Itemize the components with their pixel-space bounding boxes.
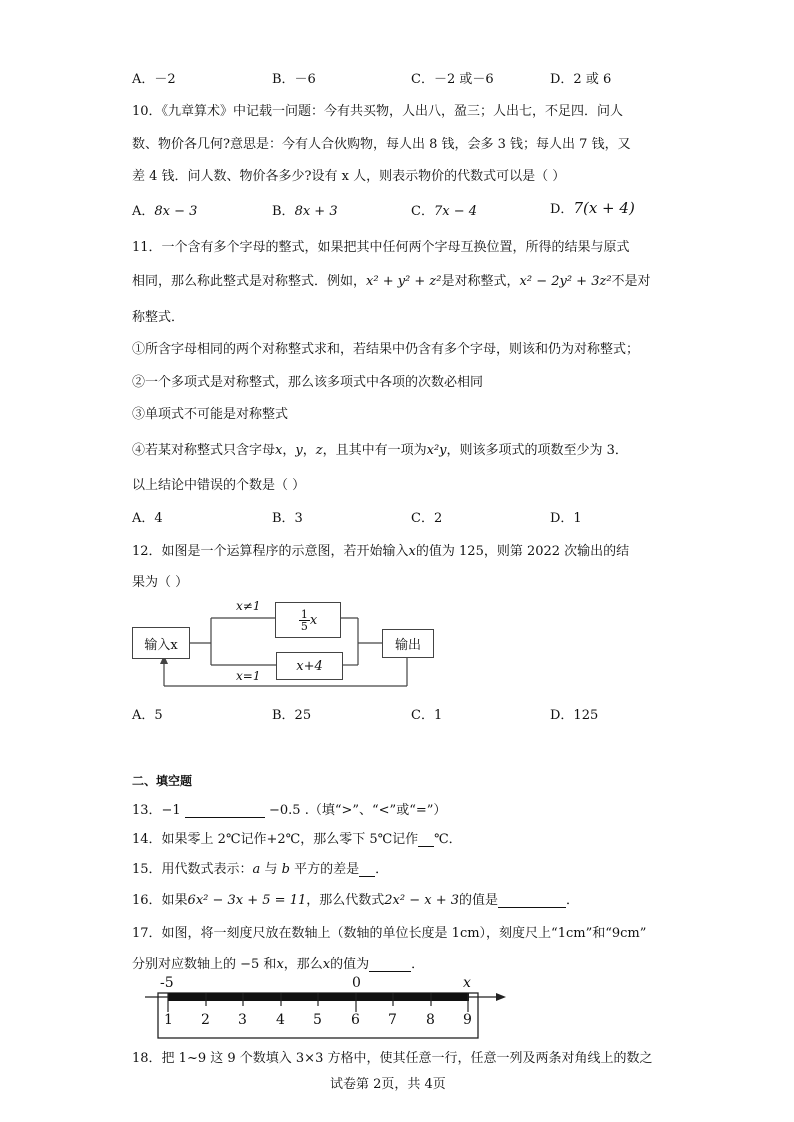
fraction-one-fifth: $\frac{1}{5}$ — [300, 607, 308, 633]
q15: 15．用代数式表示：a 与 b 平方的差是 ． — [132, 862, 389, 877]
q11-example-symmetric: x² + y² + z² — [366, 274, 442, 289]
ruler-tick-label: 9 — [463, 1012, 472, 1028]
q17-line-1: 17．如图，将一刻度尺放在数轴上（数轴的单位长度是 1cm），刻度尺上“1cm”和“9cm” — [132, 926, 647, 941]
q11-option-a: A．4 — [132, 511, 163, 526]
q12-option-a: A．5 — [132, 708, 163, 723]
ruler-tick-label: 4 — [276, 1012, 285, 1028]
axis-label-x: x — [463, 975, 471, 991]
q11-option-b: B．3 — [272, 511, 303, 526]
q17-line-2: 分别对应数轴上的 −5 和x，那么x的值为 ． — [132, 957, 425, 972]
ruler-tick-label: 7 — [388, 1012, 397, 1028]
q11-option-d: D．1 — [550, 511, 582, 526]
q12-line-1: 12．如图是一个运算程序的示意图，若开始输入x的值为 125，则第 2022 次输出的结 — [132, 544, 630, 559]
q9-option-d: D．2 或 6 — [550, 72, 612, 87]
flow-add-four-box: x+4 — [276, 652, 343, 680]
q11-statement-2: ②一个多项式是对称整式，那么该多项式中各项的次数必相同 — [132, 375, 484, 390]
q10-option-d: D．7(x + 4) — [550, 199, 635, 217]
ruler-tick-label: 8 — [426, 1012, 435, 1028]
q10-line-2: 数、物价各几何?意思是：今有人合伙购物，每人出 8 钱，会多 3 钱；每人出 7 钱，又 — [132, 137, 631, 152]
q13: 13．−1 −0.5 .（填“>”、“<”或“=”） — [132, 803, 447, 818]
ruler-tick-label: 5 — [313, 1012, 322, 1028]
q12-option-c: C．1 — [411, 708, 443, 723]
q11-statement-1: ①所含字母相同的两个对称整式求和，若结果中仍含有多个字母，则该和仍为对称整式； — [132, 342, 640, 357]
q16: 16．如果6x² − 3x + 5 = 11，那么代数式2x² − x + 3的值是 ． — [132, 893, 580, 908]
q11-line-2: 相同，那么称此整式是对称整式．例如，x² + y² + z²是对称整式，x² − 2y² + 3z²不是对 — [132, 274, 651, 289]
ruler-tick-label: 1 — [164, 1012, 173, 1028]
q10-option-b: B．8x + 3 — [272, 204, 338, 219]
q11-line-3: 称整式． — [132, 310, 185, 325]
flow-condition-top: x≠1 — [236, 599, 261, 613]
q11-option-c: C．2 — [411, 511, 443, 526]
q18-line-1: 18．把 1~9 这 9 个数填入 3×3 方格中，使其任意一行，任意一列及两条对角线上的数之 — [132, 1051, 653, 1066]
flow-output-box: 输出 — [382, 629, 434, 658]
q14: 14．如果零上 2℃记作+2℃，那么零下 5℃记作 ℃． — [132, 832, 462, 847]
q11-statement-4: ④若某对称整式只含字母x，y，z，且其中有一项为x²y，则该多项式的项数至少为 3． — [132, 443, 628, 458]
flow-condition-bottom: x=1 — [236, 669, 261, 683]
page-footer: 试卷第 2页，共 4页 — [330, 1077, 446, 1092]
q12-line-2: 果为（ ） — [132, 575, 189, 590]
q9-option-b: B．－6 — [272, 72, 316, 87]
q9-option-c: C．－2 或－6 — [411, 72, 494, 87]
flow-input-box: 输入x — [132, 627, 190, 659]
q11-question: 以上结论中错误的个数是（ ） — [132, 478, 306, 493]
q11-example-nonsymmetric: x² − 2y² + 3z² — [519, 274, 612, 289]
flow-fraction-box: $\frac{1}{5}$ x — [275, 602, 341, 638]
axis-label-minus-five: -5 — [160, 975, 174, 991]
section-title-fill-in: 二、填空题 — [132, 774, 193, 788]
ruler-tick-label: 6 — [351, 1012, 360, 1028]
q10-line-1: 10．《九章算术》中记载一问题：今有共买物，人出八，盈三；人出七，不足四．问人 — [132, 104, 624, 119]
axis-label-zero: 0 — [352, 975, 361, 991]
q12-option-d: D．125 — [550, 708, 599, 723]
q11-line-1: 11．一个含有多个字母的整式，如果把其中任何两个字母互换位置，所得的结果与原式 — [132, 240, 630, 255]
q10-line-3: 差 4 钱．问人数、物价各多少?设有 x 人，则表示物价的代数式可以是（ ） — [132, 169, 566, 184]
q10-option-c: C．7x − 4 — [411, 204, 477, 219]
q9-option-a: A．－2 — [132, 72, 176, 87]
ruler-tick-label: 3 — [238, 1012, 247, 1028]
q10-option-a: A．8x − 3 — [132, 204, 198, 219]
q12-option-b: B．25 — [272, 708, 312, 723]
q11-statement-3: ③单项式不可能是对称整式 — [132, 407, 289, 422]
ruler-tick-label: 2 — [201, 1012, 210, 1028]
